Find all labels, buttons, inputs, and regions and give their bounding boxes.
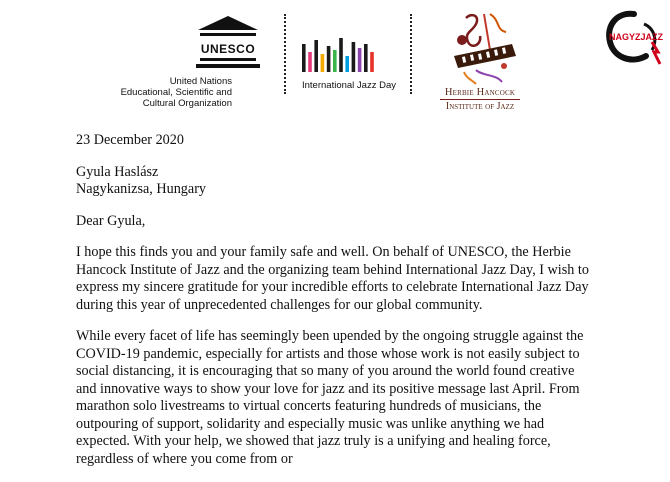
- jazz-day-bar: [327, 46, 331, 72]
- letter-body: [76, 132, 596, 482]
- divider-2: [410, 14, 412, 94]
- unesco-organization-name: [121, 76, 232, 109]
- unesco-temple-logo: [196, 14, 260, 70]
- divider-1: [284, 14, 286, 94]
- letterhead: [0, 0, 670, 120]
- salutation: Dear Gyula,: [76, 212, 146, 229]
- institute-music-art-logo: [446, 10, 522, 86]
- institute-name: [440, 87, 520, 112]
- letter-date: 23 December 2020: [76, 132, 184, 148]
- institute-name-line-2: Institute of Jazz: [440, 99, 520, 112]
- recipient-name: Gyula Haslász: [76, 163, 159, 180]
- institute-name-line-1: Herbie Hancock: [444, 87, 516, 98]
- unesco-line-3: Cultural Organization: [142, 98, 232, 109]
- unesco-logo-word: UNESCO: [200, 42, 256, 56]
- unesco-line-1: United Nations: [169, 76, 232, 87]
- paragraph-1: I hope this finds you and your family safe and well. On behalf of UNESCO, the Herbie Hancock Institute of Jazz and the organizing team behind International Jazz Day, I wish to express my sincere gratitude for your incredible efforts to celebrate International Jazz Day during this year of unprecedented challenges for our global community.: [76, 244, 589, 313]
- corner-festival-logo: [598, 10, 670, 66]
- corner-logo-text: NAGYZJAZZ: [609, 32, 663, 42]
- jazz-day-bar: [364, 44, 368, 72]
- recipient-address: [76, 164, 596, 199]
- jazz-day-bar: [352, 42, 356, 72]
- jazz-day-bar: [358, 48, 362, 72]
- jazz-day-label: International Jazz Day: [302, 80, 396, 91]
- jazz-day-bar: [345, 56, 349, 72]
- jazz-day-bar: [308, 52, 312, 72]
- jazz-day-bar: [333, 50, 337, 72]
- recipient-city: Nagykanizsa, Hungary: [76, 181, 207, 197]
- jazz-day-bar: [302, 44, 306, 72]
- unesco-line-2: Educational, Scientific and: [120, 87, 232, 98]
- jazz-day-bar: [370, 52, 374, 72]
- jazz-day-bar: [339, 38, 343, 72]
- jazz-day-bar: [314, 40, 318, 72]
- jazz-day-keyboard-logo: [302, 36, 378, 72]
- paragraph-2: While every facet of life has seemingly been upended by the ongoing struggle against the COVID-19 pandemic, especially for artists and those whose work is not easily subject to social distancing, it is encouraging that so many of you around the world found creative and innovative ways to show your love for jazz and its positive message last April. From marathon solo livestreams to virtual concerts featuring hundreds of musicians, the outpouring of support, solidarity and especially music was unlike anything we had expected. With your help, we showed that jazz truly is a unifying and healing force, regardless of where you come from or: [76, 328, 584, 467]
- jazz-day-bar: [321, 54, 325, 72]
